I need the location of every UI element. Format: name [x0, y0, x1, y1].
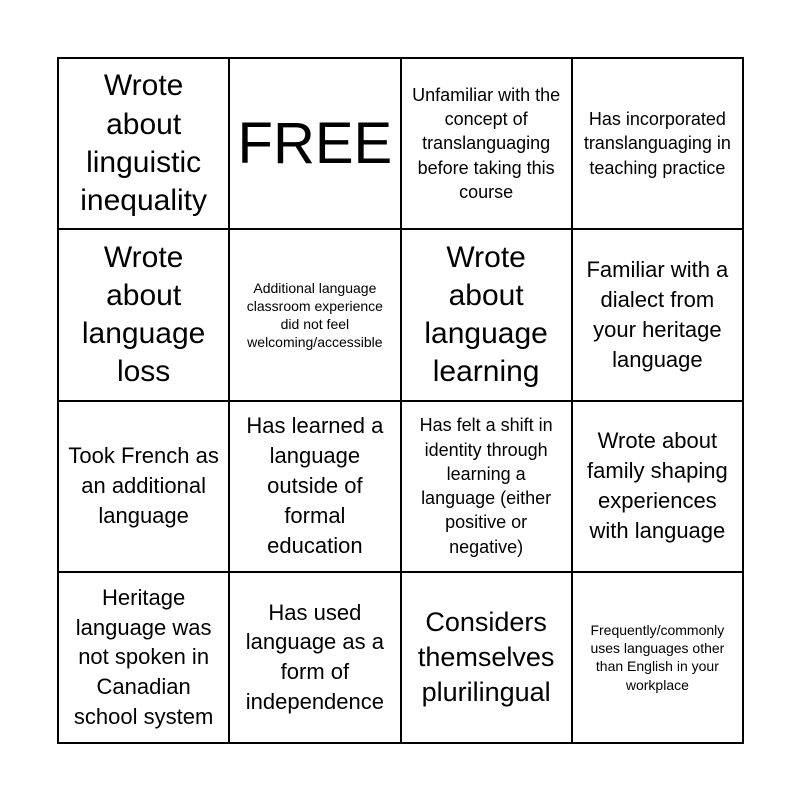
cell-text: Heritage language was not spoken in Canadian school system: [73, 584, 214, 730]
cell-text: Has felt a shift in identity through learning a language (either positive or negative): [419, 415, 553, 557]
cell-text: Unfamiliar with the concept of translanguaging before taking this course: [412, 84, 561, 203]
cell-text: Took French as an additional language: [68, 443, 219, 529]
bingo-board: [57, 57, 744, 744]
bingo-cell-r3c1[interactable]: [59, 402, 230, 573]
cell-text: Additional language classroom experience did not feel welcoming/accessible: [246, 279, 383, 351]
cell-text: Familiar with a dialect from your heritage language: [586, 257, 729, 372]
bingo-cell-r2c1[interactable]: [59, 230, 230, 401]
bingo-cell-free[interactable]: [230, 59, 401, 230]
bingo-cell-r1c3[interactable]: [402, 59, 573, 230]
bingo-cell-r1c4[interactable]: [573, 59, 744, 230]
bingo-cell-r2c3[interactable]: [402, 230, 573, 401]
cell-text: Wrote about family shaping experiences with language: [587, 428, 728, 544]
cell-text: Wrote about language loss: [81, 240, 206, 388]
free-space-text: FREE: [237, 110, 393, 176]
bingo-cell-r3c3[interactable]: [402, 402, 573, 573]
bingo-cell-r3c2[interactable]: [230, 402, 401, 573]
cell-text: Considers themselves plurilingual: [417, 606, 555, 707]
bingo-cell-r4c1[interactable]: [59, 573, 230, 744]
bingo-cell-r2c2[interactable]: [230, 230, 401, 401]
bingo-cell-r1c1[interactable]: [59, 59, 230, 230]
bingo-cell-r4c2[interactable]: [230, 573, 401, 744]
cell-text: Has learned a language outside of formal education: [246, 413, 384, 558]
cell-text: Has incorporated translanguaging in teaching practice: [583, 109, 731, 178]
cell-text: Wrote about language learning: [424, 240, 548, 388]
cell-text: Wrote about linguistic inequality: [80, 69, 207, 217]
bingo-cell-r4c3[interactable]: [402, 573, 573, 744]
cell-text: Frequently/commonly uses languages other than English in your workplace: [590, 622, 725, 693]
cell-text: Has used language as a form of independence: [245, 599, 384, 715]
bingo-cell-r2c4[interactable]: [573, 230, 744, 401]
bingo-cell-r4c4[interactable]: [573, 573, 744, 744]
bingo-cell-r3c4[interactable]: [573, 402, 744, 573]
